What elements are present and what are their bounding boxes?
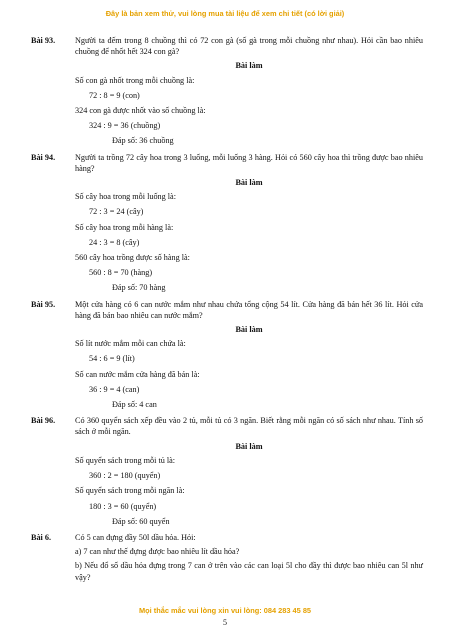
solution-step: 324 con gà được nhốt vào số chuồng là: [75, 106, 206, 116]
problem-95 [31, 299, 423, 411]
solution-step: Số lít nước mắm mỗi can chứa là: [75, 339, 186, 349]
solution-step: Số cây hoa trong mỗi hàng là: [75, 222, 174, 232]
sub-question-a: a) 7 can như thế đựng được bao nhiêu lít dầu hỏa? [75, 547, 240, 557]
solution-title: Bài làm [235, 178, 263, 188]
answer: Đáp số: 36 chuồng [112, 136, 174, 146]
answer: Đáp số: 4 can [112, 400, 157, 410]
solution-step: Số cây hoa trong mỗi luống là: [75, 192, 176, 202]
problem-96 [31, 415, 423, 527]
calculation: 180 : 3 = 60 (quyển) [89, 501, 157, 511]
contact-footer: Mọi thắc mắc vui lòng xin vui lòng: 084 283 45 85 [138, 606, 312, 615]
problem-text: Một cửa hàng có 6 can nước mắm như nhau chứa tổng cộng 54 lít. Cửa hàng đã bán hết 36 lít. Hỏi cửa hàng đã bán bao nhiêu can nước mắm? [75, 299, 423, 320]
problem-text: Người ta đếm trong 8 chuồng thì có 72 con gà (số gà trong mỗi chuồng như nhau). Hỏi cần bao nhiêu chuồng để nhốt hết 324 con gà? [75, 36, 423, 57]
problem-label: Bài 95. [31, 299, 56, 309]
calculation: 36 : 9 = 4 (can) [89, 384, 140, 394]
preview-banner: Đây là bản xem thử, vui lòng mua tài liệu để xem chi tiết (có lời giải) [105, 9, 345, 18]
problem-label: Bài 96. [31, 416, 56, 426]
solution-step: Số quyển sách trong mỗi tủ là: [75, 455, 176, 465]
calculation: 360 : 2 = 180 (quyển) [89, 471, 161, 481]
solution-title: Bài làm [235, 325, 263, 335]
problem-text: Người ta trồng 72 cây hoa trong 3 luống, mỗi luống 3 hàng. Hỏi có 560 cây hoa thì trồng được bao nhiêu hàng? [75, 152, 423, 173]
problem-94 [31, 152, 423, 294]
calculation: 560 : 8 = 70 (hàng) [89, 268, 153, 278]
calculation: 54 : 6 = 9 (lít) [89, 354, 135, 364]
solution-step: Số con gà nhốt trong mỗi chuồng là: [75, 75, 195, 85]
calculation: 24 : 3 = 8 (cây) [89, 237, 140, 247]
solution-title: Bài làm [235, 61, 263, 71]
problem-text: Có 360 quyển sách xếp đều vào 2 tủ, mỗi tủ có 3 ngăn. Biết rằng mỗi ngăn có số sách như nhau. Tính số sách ở mỗi ngăn. [75, 416, 423, 437]
solution-title: Bài làm [235, 441, 263, 451]
calculation: 72 : 8 = 9 (con) [89, 90, 140, 100]
solution-step: Số can nước mắm cửa hàng đã bán là: [75, 369, 200, 379]
problem-label: Bài 93. [31, 36, 56, 45]
page-number: 5 [223, 618, 227, 627]
problem-93 [31, 35, 423, 147]
problem-text: Có 5 can đựng đầy 50l dầu hỏa. Hỏi: [75, 532, 196, 542]
document-body [31, 35, 423, 586]
answer: Đáp số: 60 quyển [112, 516, 170, 526]
solution-step: 560 cây hoa trồng được số hàng là: [75, 253, 190, 263]
solution-step: Số quyển sách trong mỗi ngăn là: [75, 486, 185, 496]
answer: Đáp số: 70 hàng [112, 283, 166, 293]
problem-label: Bài 6. [31, 532, 52, 542]
problem-6 [31, 532, 423, 583]
problem-label: Bài 94. [31, 152, 56, 162]
calculation: 324 : 9 = 36 (chuồng) [89, 121, 161, 131]
calculation: 72 : 3 = 24 (cây) [89, 207, 144, 217]
sub-question-b: b) Nếu đổ số dầu hỏa đựng trong 7 can ở trên vào các can loại 5l cho đầy thì được bao nhiêu can 5l như vậy? [75, 561, 423, 582]
